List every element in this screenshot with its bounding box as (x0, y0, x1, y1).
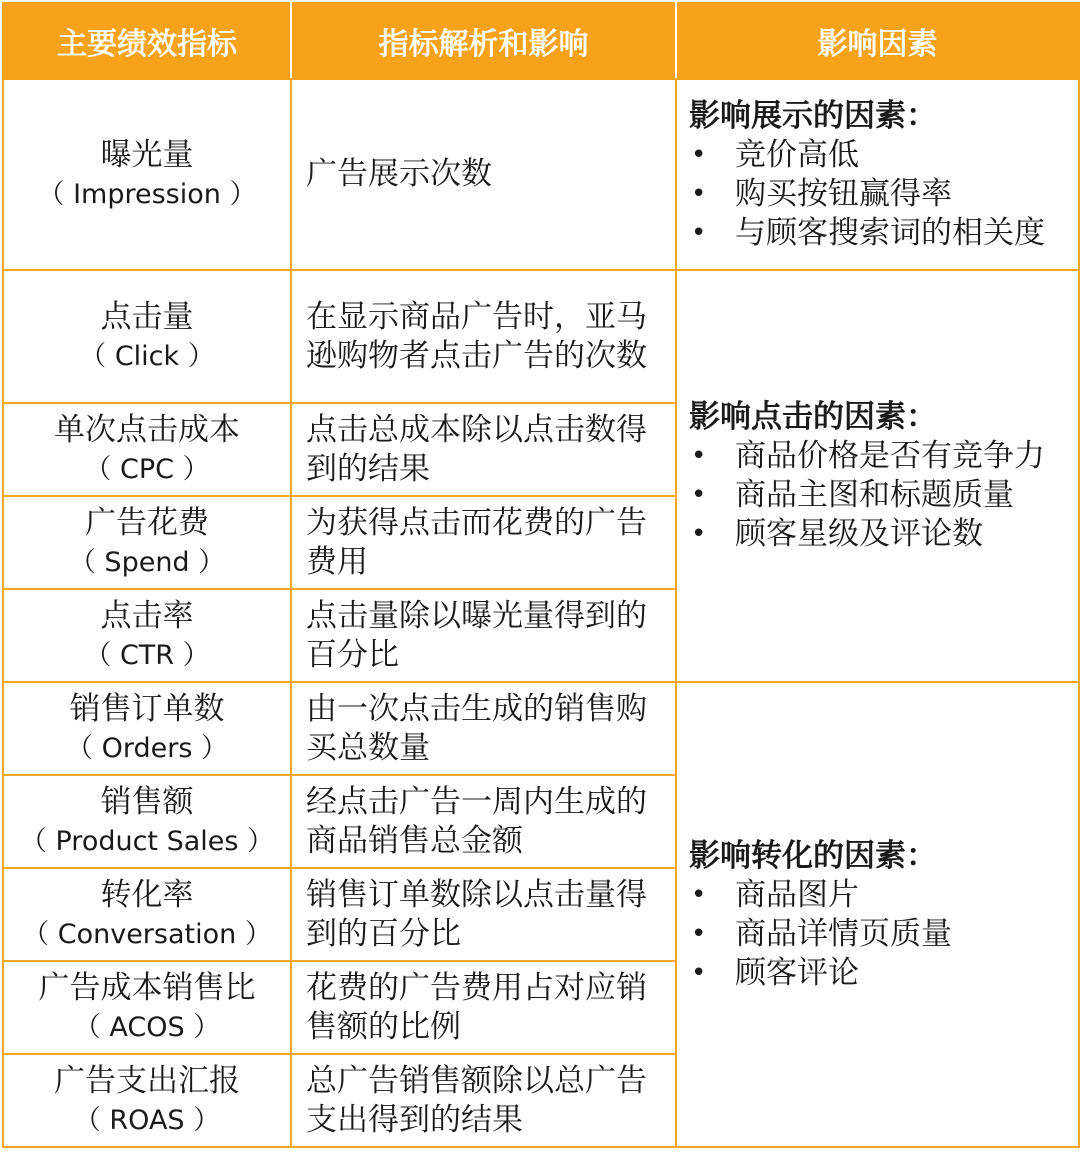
table-row (3, 79, 1079, 270)
metric-cell (3, 79, 291, 270)
kpi-table (2, 2, 1080, 1148)
header-description: 指标解析和影响 (291, 3, 676, 79)
factor-title: 影响点击的因素： (689, 399, 937, 435)
factor-item: • 与顾客搜索词的相关度 (689, 214, 1078, 253)
metric-english: （ Click ） (79, 340, 215, 372)
metric-name: 单次点击成本 (54, 411, 240, 448)
factor-title: 影响转化的因素： (689, 837, 937, 874)
description-cell: 销售订单数除以点击量得到的百分比 (291, 868, 676, 961)
metric-cell (3, 1054, 291, 1147)
factor-item: • 竞价高低 (689, 136, 1078, 175)
description-cell: 花费的广告费用占对应销售额的比例 (291, 961, 676, 1054)
metric-english: （ Conversation ） (22, 918, 272, 950)
metric-cell (3, 868, 291, 961)
metric-name: 广告成本销售比 (38, 969, 256, 1006)
description-cell: 广告展示次数 (291, 79, 676, 270)
description-cell: 在显示商品广告时，亚马逊购物者点击广告的次数 (291, 270, 676, 403)
metric-name: 广告花费 (85, 504, 209, 541)
metric-english: （ ROAS ） (73, 1104, 221, 1136)
metric-english: （ Spend ） (68, 546, 226, 578)
factor-item: • 购买按钮赢得率 (689, 175, 1078, 214)
factor-item: • 商品主图和标题质量 (689, 476, 1078, 515)
metric-name: 点击量 (100, 298, 194, 335)
description-cell: 点击量除以曝光量得到的百分比 (291, 589, 676, 682)
description-cell: 点击总成本除以点击数得到的结果 (291, 403, 676, 496)
metric-cell (3, 270, 291, 403)
metric-english: （ Orders ） (66, 732, 228, 764)
table-row (3, 682, 1079, 775)
header-row (3, 3, 1079, 79)
factor-cell (676, 79, 1079, 270)
factor-cell (676, 682, 1079, 1147)
header-metric: 主要绩效指标 (3, 3, 291, 79)
metric-name: 点击率 (100, 597, 194, 634)
description-cell: 由一次点击生成的销售购买总数量 (291, 682, 676, 775)
description-cell: 经点击广告一周内生成的商品销售总金额 (291, 775, 676, 868)
metric-name: 广告支出汇报 (54, 1062, 240, 1099)
metric-cell (3, 403, 291, 496)
metric-english: （ CTR ） (84, 639, 210, 671)
table-row (3, 270, 1079, 403)
factor-list (689, 876, 1078, 993)
metric-cell (3, 496, 291, 589)
metric-english: （ Impression ） (37, 178, 257, 210)
description-cell: 为获得点击而花费的广告费用 (291, 496, 676, 589)
header-factors: 影响因素 (676, 3, 1079, 79)
factor-list (689, 136, 1078, 253)
metric-english: （ CPC ） (84, 453, 210, 485)
factor-cell (676, 270, 1079, 682)
description-cell: 总广告销售额除以总广告支出得到的结果 (291, 1054, 676, 1147)
factor-title: 影响展示的因素： (689, 97, 937, 134)
metric-cell (3, 961, 291, 1054)
metric-name: 销售额 (100, 783, 194, 820)
factor-item: • 商品价格是否有竞争力 (689, 437, 1078, 476)
factor-item: • 顾客评论 (689, 954, 1078, 993)
factor-item: • 顾客星级及评论数 (689, 515, 1078, 554)
metric-cell (3, 589, 291, 682)
factor-item: • 商品图片 (689, 876, 1078, 915)
metric-name: 转化率 (100, 876, 194, 913)
metric-english: （ ACOS ） (73, 1011, 221, 1043)
metric-cell (3, 682, 291, 775)
factor-item: • 商品详情页质量 (689, 915, 1078, 954)
metric-name: 曝光量 (100, 136, 194, 173)
factor-list (689, 437, 1078, 554)
metric-name: 销售订单数 (69, 690, 225, 727)
metric-english: （ Product Sales ） (19, 825, 275, 857)
metric-cell (3, 775, 291, 868)
